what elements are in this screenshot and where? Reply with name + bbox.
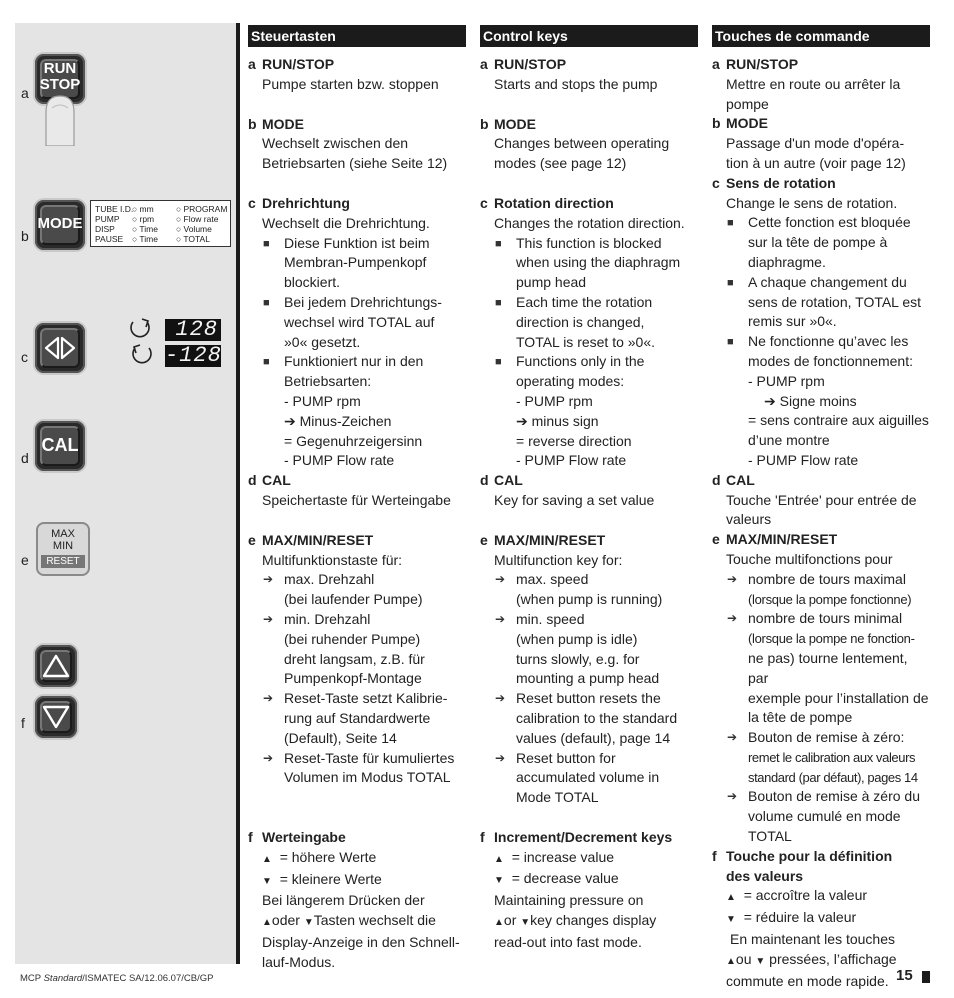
- arrow-icon: ➔: [263, 750, 274, 765]
- mode-panel-unit: Flow rate: [183, 214, 219, 224]
- mode-panel-unit: TOTAL: [183, 234, 210, 244]
- increment-key: [35, 645, 77, 687]
- bullet-text: diaphragme.: [748, 253, 826, 270]
- bullet-text: Diese Funktion ist beim: [284, 234, 430, 251]
- mode-panel-unit: Volume: [183, 224, 212, 234]
- rotation-direction-key: [35, 323, 85, 373]
- bullet-text: Funktioniert nur in den: [284, 353, 424, 370]
- key-letter-c: c: [21, 349, 28, 365]
- item-text: Pumpe starten bzw. stoppen: [262, 75, 439, 92]
- bullet-text: Reset-Taste setzt Kalibrie-: [284, 690, 448, 707]
- bullet-text: max. Drehzahl: [284, 571, 375, 588]
- left-right-arrows-icon: [44, 336, 76, 360]
- bullet-text: remet le calibration aux valeurs: [748, 749, 916, 765]
- down-small-icon: ▼: [520, 917, 531, 929]
- mode-indicator-panel: TUBE I.D. PUMP DISP PAUSE ○ mm ○ rpm ○ Time ○ Time ○ PROGRAM ○ Flow rate ○ Volume ○ TOTAL: [90, 200, 231, 247]
- bullet-text: dreht langsam, z.B. für: [284, 650, 425, 667]
- bullet-text: operating modes:: [516, 373, 625, 390]
- up-triangle-icon: [42, 653, 70, 679]
- bullet-text: (bei laufender Pumpe): [284, 591, 423, 608]
- item-title: Touche pour la définition: [726, 847, 893, 864]
- footer-part: Standard: [43, 973, 83, 984]
- mode-panel-unit: PROGRAM: [183, 204, 228, 214]
- bullet-text: TOTAL: [748, 828, 792, 845]
- item-text: = réduire la valeur: [743, 909, 857, 926]
- pressing-finger-icon: [40, 92, 80, 146]
- item-text: Wechselt zwischen den: [262, 135, 409, 152]
- mode-label: MODE: [37, 215, 83, 232]
- item-text: read-out into fast mode.: [494, 933, 642, 950]
- bullet-text: sur la tête de pompe à: [748, 234, 888, 251]
- item-text: Touche 'Entrée' pour entrée de: [726, 491, 917, 508]
- bullet-text: Pumpenkopf-Montage: [284, 670, 422, 687]
- arrow-icon: ➔: [727, 571, 738, 586]
- footer-text: [20, 973, 213, 984]
- down-small-icon: ▼: [755, 955, 766, 967]
- arrow-icon: ➔: [495, 572, 506, 587]
- bullet-text: (when pump is running): [516, 591, 663, 608]
- item-text: = increase value: [511, 848, 615, 865]
- bullet-text: d’une montre: [748, 432, 830, 449]
- bullet-text: - PUMP rpm: [516, 392, 593, 409]
- item-text: pressées, l’affichage: [769, 950, 897, 967]
- down-triangle-icon: [42, 704, 70, 730]
- bullet-text: (bei ruhender Pumpe): [284, 630, 421, 647]
- column-french: Touches de commande a RUN/STOP Mettre en route ou arrêter la pompe b MODE Passage d'un mode d'opéra- tion à un autre (voir page 12) c Sens de rotation Change le sens de rotation. ■ Cette fonction est bloquée sur la tête de pompe à diaphragme. ■ A chaque changement du sens de rotation, TOTAL est remis sur »0«. ■ Ne fonctionne qu’avec les modes de fonctionnement: - PUMP rpm ➔ Signe moins = sens contraire aux aiguilles d’une montre - PUMP Flow rate d CAL Touche 'Entrée' pour entrée de valeurs e MAX/MIN/RESET Touche multifonctions pour ➔ nombre de tours maximal (lorsque la pompe fonctionne) ➔ nombre de tours minimal (lorsque la pompe ne fonction- ne pas) tourne lentement, par exemple pour l’installation de la tête de pompe ➔ Bouton de remise à zéro: remet le calibration aux valeurs standard (par défaut), pages 14 ➔ Bouton de remise à zéro du volume cumulé en mode TOTAL f Touche pour la définition des valeurs ▲ = accroître la valeur ▼ = réduire la valeur En maintenant les touches ▲ou ▼ pressées, l’affichage commute en mode rapide.: [712, 25, 930, 991]
- arrow-icon: ➔: [263, 611, 274, 626]
- mode-panel-label: TUBE I.D.: [95, 204, 134, 214]
- page-number: 15: [896, 967, 913, 984]
- bullet-text: exemple pour l’installation de: [748, 689, 929, 706]
- item-title: Increment/Decrement keys: [494, 828, 673, 845]
- decrement-key: [35, 696, 77, 738]
- bullet-text: rung auf Standardwerte: [284, 709, 431, 726]
- page-marker: [922, 971, 930, 983]
- mode-panel-unit: rpm: [139, 214, 155, 224]
- bullet-text: max. speed: [516, 571, 589, 588]
- bullet-text: Membran-Pumpenkopf: [284, 254, 427, 271]
- bullet-text: mounting a pump head: [516, 670, 660, 687]
- item-title: CAL: [262, 472, 291, 489]
- bullet-text: = Gegenuhrzeigersinn: [284, 432, 423, 449]
- clockwise-arrow-icon: [127, 316, 155, 340]
- bullet-text: »0« gesetzt.: [284, 333, 361, 350]
- mode-panel-unit: Time: [139, 234, 158, 244]
- arrow-icon: ➔: [263, 572, 274, 587]
- item-title: RUN/STOP: [494, 56, 567, 72]
- bullet-text: standard (par défaut), pages 14: [748, 769, 918, 785]
- item-text: oder: [271, 912, 300, 929]
- arrow-icon: ➔: [727, 789, 738, 804]
- item-title: MAX/MIN/RESET: [262, 531, 374, 548]
- arrow-icon: ➔: [495, 611, 506, 626]
- key-letter-f: f: [21, 715, 25, 731]
- footer-part: MCP: [20, 973, 44, 984]
- item-text: Changes the rotation direction.: [494, 214, 685, 231]
- up-small-icon: ▲: [726, 955, 736, 967]
- display-counterclockwise: -128: [165, 343, 222, 368]
- bullet-text: TOTAL is reset to »0«.: [516, 333, 656, 350]
- up-small-icon: ▲: [494, 917, 504, 929]
- item-text: valeurs: [726, 511, 772, 528]
- cal-label: CAL: [41, 435, 79, 455]
- key-letter-d: d: [21, 450, 29, 466]
- item-text: commute en mode rapide.: [726, 972, 889, 989]
- bullet-text: volume cumulé en mode: [748, 808, 901, 825]
- up-small-icon: ▲: [262, 917, 272, 929]
- section-header: Control keys: [480, 25, 698, 47]
- bullet-text: Signe moins: [779, 392, 857, 409]
- bullet-text: Betriebsarten:: [284, 373, 372, 390]
- key-letter-e: e: [21, 552, 29, 568]
- item-title: RUN/STOP: [262, 56, 335, 72]
- bullet-text: direction is changed,: [516, 313, 645, 330]
- bullet-text: Ne fonctionne qu’avec les: [748, 333, 909, 350]
- mode-panel-label: DISP: [95, 224, 115, 234]
- item-text: pompe: [726, 95, 769, 112]
- item-text: Key for saving a set value: [494, 491, 655, 508]
- column-divider: [236, 23, 240, 964]
- bullet-text: when using the diaphragm: [516, 254, 681, 271]
- max-min-reset-key: [36, 522, 90, 576]
- bullet-text: sens de rotation, TOTAL est: [748, 293, 922, 310]
- section-header: Touches de commande: [712, 25, 930, 47]
- item-title: Drehrichtung: [262, 194, 350, 211]
- arrow-icon: ➔: [764, 392, 776, 409]
- item-text: Changes between operating: [494, 135, 670, 152]
- item-text: Starts and stops the pump: [494, 75, 658, 92]
- bullet-text: - PUMP rpm: [748, 372, 825, 389]
- bullet-text: wechsel wird TOTAL auf: [284, 313, 435, 330]
- bullet-text: modes de fonctionnement:: [748, 352, 913, 369]
- item-title: CAL: [494, 472, 523, 489]
- bullet-text: Reset-Taste für kumuliertes: [284, 749, 455, 766]
- bullet-text: Each time the rotation: [516, 293, 653, 310]
- arrow-icon: ➔: [284, 412, 296, 429]
- item-text: Wechselt die Drehrichtung.: [262, 214, 430, 231]
- bullet-text: Bei jedem Drehrichtungs-: [284, 293, 442, 310]
- bullet-text: blockiert.: [284, 274, 341, 291]
- column-english: Control keys a RUN/STOP Starts and stops the pump b MODE Changes between operating modes (see page 12) c Rotation direction Changes the rotation direction. ■ This function is blocked when using the diaphragm pump head ■ Each time the rotation direction is changed, TOTAL is reset to »0«. ■ Functions only in the operating modes: - PUMP rpm ➔ minus sign = reverse direction - PUMP Flow rate d CAL Key for saving a set value e MAX/MIN/RESET Multifunction key for: ➔ max. speed (when pump is running) ➔ min. speed (when pump is idle) turns slowly, e.g. for mounting a pump head ➔ Reset button resets the calibration to the standard values (default), page 14 ➔ Reset button for accumulated volume in Mode TOTAL f Increment/Decrement keys ▲ = increase value ▼ = decrease value Maintaining pressure on ▲or ▼key changes display read-out into fast mode.: [480, 25, 698, 953]
- item-text: = accroître la valeur: [743, 887, 868, 904]
- item-text: Maintaining pressure on: [494, 892, 644, 909]
- up-small-icon: ▲: [726, 892, 736, 904]
- item-text: Passage d'un mode d'opéra-: [726, 135, 905, 152]
- item-text: = decrease value: [511, 870, 619, 887]
- bullet-text: min. Drehzahl: [284, 610, 371, 627]
- item-title: MAX/MIN/RESET: [726, 531, 838, 548]
- item-text: Change le sens de rotation.: [726, 194, 898, 211]
- display-clockwise: 128: [165, 319, 221, 341]
- bullet-text: = reverse direction: [516, 432, 632, 449]
- down-small-icon: ▼: [262, 875, 272, 887]
- bullet-text: Volumen im Modus TOTAL: [284, 769, 451, 786]
- bullet-text: (lorsque la pompe fonctionne): [748, 591, 912, 607]
- bullet-text: - PUMP Flow rate: [748, 451, 859, 468]
- mode-panel-unit: mm: [139, 204, 154, 214]
- bullet-text: A chaque changement du: [748, 273, 907, 290]
- item-text: Mettre en route ou arrêter la: [726, 75, 901, 92]
- stop-label: STOP: [39, 76, 81, 93]
- down-small-icon: ▼: [726, 914, 736, 926]
- bullet-text: accumulated volume in: [516, 769, 660, 786]
- bullet-text: ne pas) tourne lentement, par: [748, 649, 908, 686]
- arrow-icon: ➔: [495, 750, 506, 765]
- item-text: = höhere Werte: [279, 848, 377, 865]
- reset-label: RESET: [41, 555, 85, 568]
- bullet-text: remis sur »0«.: [748, 313, 837, 330]
- bullet-text: Reset button resets the: [516, 690, 661, 707]
- bullet-text: values (default), page 14: [516, 729, 671, 746]
- bullet-text: Cette fonction est bloquée: [748, 214, 911, 231]
- bullet-text: This function is blocked: [516, 234, 662, 251]
- mode-key: [35, 200, 85, 250]
- bullet-text: nombre de tours minimal: [748, 610, 903, 627]
- bullet-text: Bouton de remise à zéro:: [748, 729, 905, 746]
- cal-key: [35, 421, 85, 471]
- item-title: Sens de rotation: [726, 174, 836, 191]
- bullet-text: min. speed: [516, 610, 585, 627]
- bullet-text: la tête de pompe: [748, 709, 853, 726]
- item-text: modes (see page 12): [494, 155, 627, 172]
- key-letter-b: b: [21, 228, 29, 244]
- item-title: MAX/MIN/RESET: [494, 531, 606, 548]
- bullet-text: Mode TOTAL: [516, 789, 599, 806]
- item-text: Display-Anzeige in den Schnell-: [262, 934, 460, 951]
- up-small-icon: ▲: [494, 853, 504, 865]
- item-text: Bei längerem Drücken der: [262, 892, 425, 909]
- mode-panel-unit: Time: [139, 224, 158, 234]
- bullet-text: Reset button for: [516, 749, 616, 766]
- item-text: Speichertaste für Werteingabe: [262, 491, 451, 508]
- bullet-text: - PUMP Flow rate: [284, 452, 395, 469]
- arrow-icon: ➔: [263, 691, 274, 706]
- bullet-text: nombre de tours maximal: [748, 570, 906, 587]
- item-title: RUN/STOP: [726, 56, 799, 72]
- section-header: Steuertasten: [248, 25, 466, 47]
- up-small-icon: ▲: [262, 853, 272, 865]
- down-small-icon: ▼: [303, 917, 314, 929]
- bullet-text: Functions only in the: [516, 353, 645, 370]
- item-text: tion à un autre (voir page 12): [726, 154, 906, 171]
- item-title: des valeurs: [726, 867, 804, 884]
- bullet-text: calibration to the standard: [516, 709, 678, 726]
- max-label: MAX: [51, 528, 75, 540]
- item-title: CAL: [726, 471, 755, 488]
- item-text: Multifunktionstaste für:: [262, 551, 403, 568]
- item-title: MODE: [726, 115, 768, 132]
- bullet-text: minus sign: [531, 412, 599, 429]
- down-small-icon: ▼: [494, 875, 504, 887]
- item-title: Werteingabe: [262, 829, 346, 846]
- min-label: MIN: [52, 540, 74, 552]
- bullet-text: Minus-Zeichen: [299, 412, 392, 429]
- bullet-text: (when pump is idle): [516, 630, 638, 647]
- mode-panel-label: PAUSE: [95, 234, 124, 244]
- bullet-text: turns slowly, e.g. for: [516, 650, 640, 667]
- item-text: ou: [735, 950, 752, 967]
- footer-part: /ISMATEC SA/12.06.07/CB/GP: [82, 973, 214, 984]
- bullet-text: Bouton de remise à zéro du: [748, 788, 920, 805]
- item-title: MODE: [262, 115, 304, 132]
- bullet-text: (lorsque la pompe ne fonction-: [748, 631, 915, 647]
- bullet-text: - PUMP rpm: [284, 392, 361, 409]
- arrow-icon: ➔: [727, 611, 738, 626]
- item-text: Multifunction key for:: [494, 551, 623, 568]
- key-letter-a: a: [21, 85, 29, 101]
- item-title: Rotation direction: [494, 194, 614, 211]
- counterclockwise-arrow-icon: [127, 342, 155, 366]
- item-text: key changes display: [530, 912, 657, 929]
- bullet-text: (Default), Seite 14: [284, 729, 397, 746]
- column-german: Steuertasten a RUN/STOP Pumpe starten bzw. stoppen b MODE Wechselt zwischen den Betriebsarten (siehe Seite 12) c Drehrichtung Wechselt die Drehrichtung. ■ Diese Funktion ist beim Membran-Pumpenkopf blockiert. ■ Bei jedem Drehrichtungs- wechsel wird TOTAL auf »0« gesetzt. ■ Funktioniert nur in den Betriebsarten: - PUMP rpm ➔ Minus-Zeichen = Gegenuhrzeigersinn - PUMP Flow rate d CAL Speichertaste für Werteingabe e MAX/MIN/RESET Multifunktionstaste für: ➔ max. Drehzahl (bei laufender Pumpe) ➔ min. Drehzahl (bei ruhender Pumpe) dreht langsam, z.B. für Pumpenkopf-Montage ➔ Reset-Taste setzt Kalibrie- rung auf Standardwerte (Default), Seite 14 ➔ Reset-Taste für kumuliertes Volumen im Modus TOTAL f Werteingabe ▲ = höhere Werte ▼ = kleinere Werte Bei längerem Drücken der ▲oder ▼Tasten wechselt die Display-Anzeige in den Schnell- lauf-Modus.: [248, 25, 466, 973]
- item-text: Tasten wechselt die: [313, 912, 436, 929]
- item-text: Touche multifonctions pour: [726, 550, 893, 567]
- item-title: MODE: [494, 115, 536, 132]
- bullet-text: - PUMP Flow rate: [516, 452, 627, 469]
- item-text: En maintenant les touches: [730, 931, 895, 948]
- key-illustration-panel: [15, 23, 236, 964]
- bullet-text: pump head: [516, 274, 587, 291]
- arrow-icon: ➔: [727, 730, 738, 745]
- run-label: RUN: [43, 60, 77, 77]
- item-text: or: [503, 912, 517, 929]
- arrow-icon: ➔: [516, 412, 528, 429]
- bullet-text: = sens contraire aux aiguilles: [748, 412, 929, 429]
- mode-panel-label: PUMP: [95, 214, 120, 224]
- item-text: Betriebsarten (siehe Seite 12): [262, 155, 448, 172]
- item-text: lauf-Modus.: [262, 953, 336, 970]
- arrow-icon: ➔: [495, 691, 506, 706]
- item-text: = kleinere Werte: [279, 870, 382, 887]
